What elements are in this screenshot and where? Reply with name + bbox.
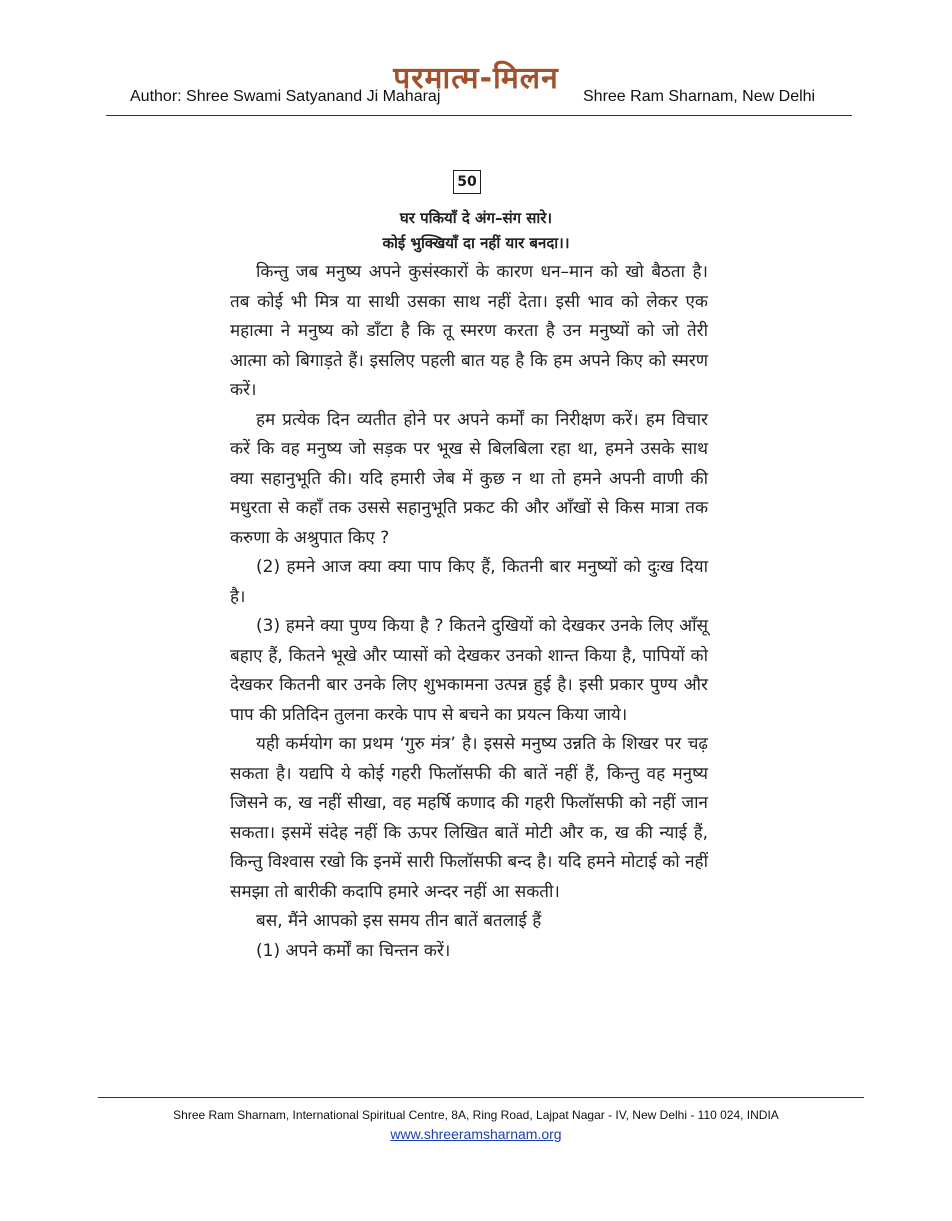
page-number: 50 (453, 170, 481, 194)
paragraph: हम प्रत्येक दिन व्यतीत होने पर अपने कर्मों का निरीक्षण करें। हम विचार करें कि वह मनुष्य जो सड़क पर भूख से बिलबिला रहा था, हमने उसके साथ क्या सहानुभूति की। यदि हमारी जेब में कुछ न था तो हमने अपनी वाणी की मधुरता से कहाँ तक उससे सहानुभूति प्रकट की और आँखों से किस मात्रा तक करुणा के अश्रुपात किए ? (230, 409, 708, 548)
paragraph: किन्तु जब मनुष्य अपने कुसंस्कारों के कारण धन–मान को खो बैठता है। तब कोई भी मित्र या साथी उसका साथ नहीं देता। इसी भाव को लेकर एक महात्मा ने मनुष्य को डाँटा है कि तू स्मरण करता है उन मनुष्यों को जो तेरी आत्मा को बिगाड़ते हैं। इसलिए पहली बात यह है कि हम अपने किए को स्मरण करें। (230, 262, 708, 400)
website-link[interactable]: www.shreeramsharnam.org (390, 1126, 562, 1142)
book-title: परमात्म-मिलन (393, 61, 559, 96)
paragraph: बस, मैंने आपको इस समय तीन बातें बतलाई हैं (256, 911, 542, 931)
author-line: Author: Shree Swami Satyanand Ji Maharaj (130, 88, 441, 105)
paragraph: (3) हमने क्या पुण्य किया है ? कितने दुखियों को देखकर उनके लिए आँसू बहाए हैं, कितने भूखे और प्यासों को देखकर उनको शान्त किया है, पापियों को देखकर कितनी बार उनके लिए शुभकामना उत्पन्न हुई है। इसी प्रकार पुण्य और पाप की प्रतिदिन तुलना करके पाप से बचने का प्रयत्न किया जाये। (230, 616, 708, 725)
paragraph: (1) अपने कर्मों का चिन्तन करें। (256, 940, 451, 961)
footer-address: Shree Ram Sharnam, International Spiritual Centre, 8A, Ring Road, Lajpat Nagar - IV, New Delhi - 110 024, INDIA (173, 1108, 779, 1122)
header-divider (106, 115, 852, 116)
paragraph: (2) हमने आज क्या क्या पाप किए हैं, कितनी बार मनुष्यों को दुःख दिया है। (230, 557, 708, 607)
publisher-line: Shree Ram Sharnam, New Delhi (583, 88, 816, 105)
footer-divider (98, 1097, 864, 1098)
paragraph: यही कर्मयोग का प्रथम ‘गुरु मंत्र’ है। इससे मनुष्य उन्नति के शिखर पर चढ़ सकता है। यद्यपि ये कोई गहरी फिलॉसफी की बातें नहीं हैं, किन्तु वह मनुष्य जिसने क, ख नहीं सीखा, वह महर्षि कणाद की गहरी फिलॉसफी को नहीं जान सकता। इसमें संदेह नहीं कि ऊपर लिखित बातें मोटी और क, ख की न्याई हैं, किन्तु विश्वास रखो कि इनमें सारी फिलॉसफी बन्द है। यदि हमने मोटाई को नहीं समझा तो बारीकी कदापि हमारे अन्दर नहीं आ सकती। (230, 734, 708, 902)
couplet-line-2: कोई भुक्खियाँ दा नहीं यार बनदा।। (382, 234, 570, 252)
couplet-line-1: घर पकियाँ दे अंग–संग सारे। (399, 209, 553, 227)
body-text (230, 258, 708, 966)
